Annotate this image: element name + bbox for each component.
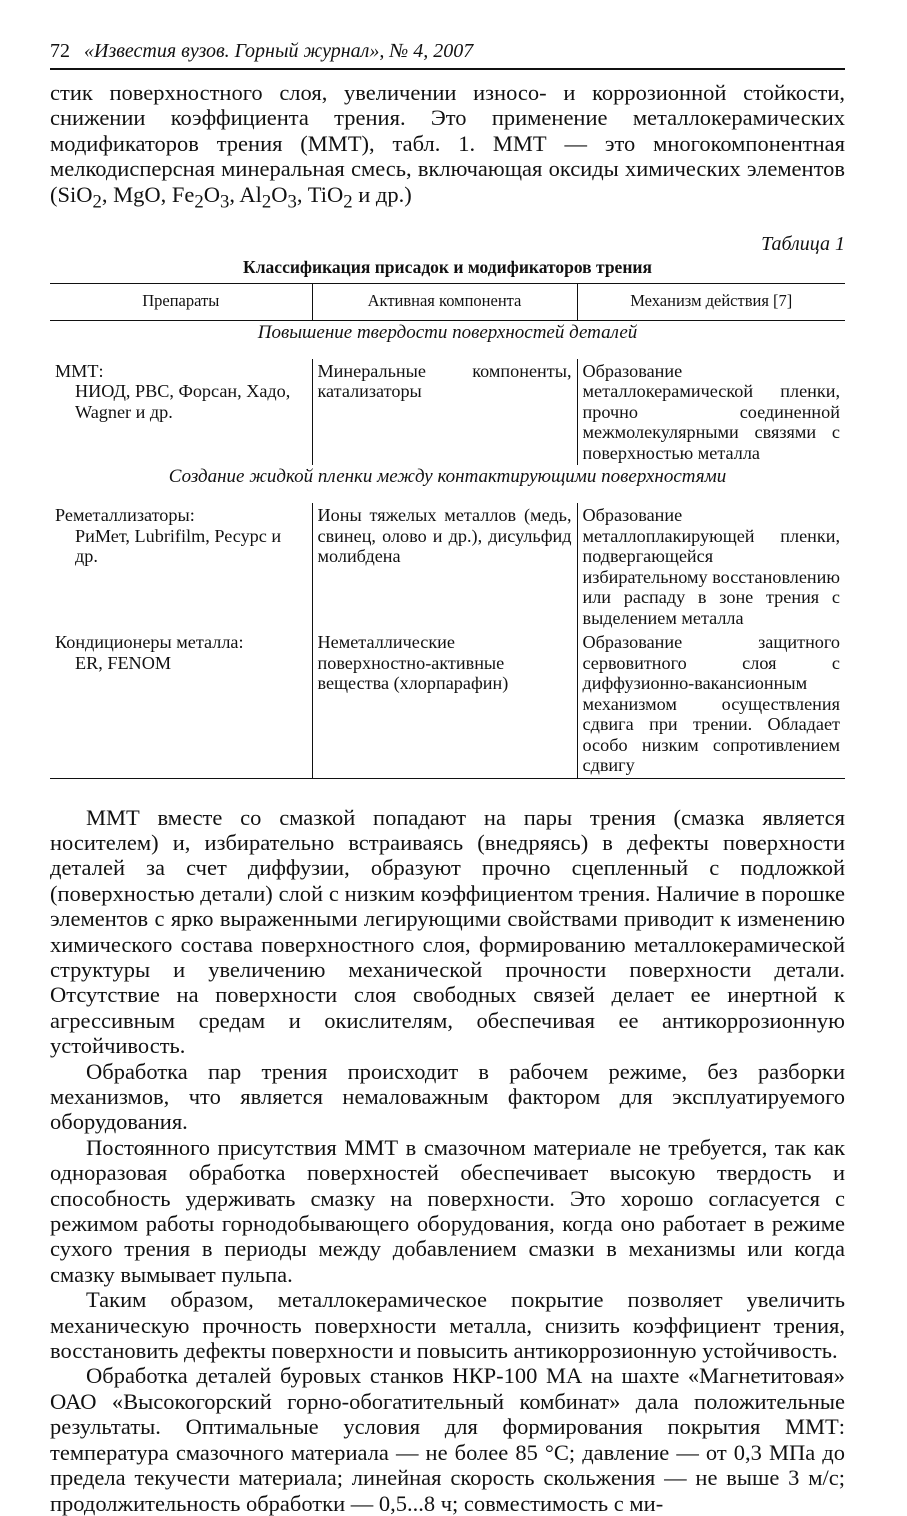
page-number: 72 xyxy=(50,40,70,62)
column-header: Активная компонента xyxy=(312,283,577,320)
body-paragraph: Постоянного присутствия ММТ в смазочном материале не требуется, так как одноразовая обработка поверхностей обеспечивает высокую твердость и способность удерживать смазку на поверхности. Это хорошо согласуется с режимом работы горнодобывающего оборудования, когда оно работает в режиме сухого трения в периоды между добавлением смазки в механизмы или когда смазку вымывает пульпа. xyxy=(50,1134,845,1287)
section-heading: Повышение твердости поверхностей деталей xyxy=(257,321,638,343)
column-header: Препараты xyxy=(50,283,312,320)
preparation-list: НИОД, РВС, Форсан, Хадо, Wagner и др. xyxy=(75,381,291,422)
preparation-group: ММТ: xyxy=(55,360,104,381)
table-title: Классификация присадок и модификаторов трения xyxy=(243,256,652,277)
preparation-cell xyxy=(50,359,312,466)
component-cell: Неметаллические поверхностно-активные вещества (хлорпарафин) xyxy=(312,630,577,778)
table-row xyxy=(50,630,845,778)
component-cell: Ионы тяжелых металлов (медь, свинец, олово и др.), дисульфид молибдена xyxy=(312,503,577,630)
body-paragraph: Таким образом, металлокерамическое покрытие позволяет увеличить механическую прочность поверхности металла, снизить коэффициент трения, восстановить дефекты поверхности и повысить антикоррозионную устойчивость. xyxy=(50,1287,845,1364)
mechanism-cell: Образование защитного сервовитного слоя с диффузионно-вакансионным механизмом осуществления сдвига при трении. Обладает особо низким сопротивлением сдвигу xyxy=(577,630,845,778)
table-label: Таблица 1 xyxy=(761,232,845,255)
table-row xyxy=(50,359,845,466)
journal-title: «Известия вузов. Горный журнал», № 4, 2007 xyxy=(84,40,474,62)
intro-paragraph: стик поверхностного слоя, увеличении износо- и коррозионной стойкости, снижении коэффициента трения. Это применение металлокерамических модификаторов трения (ММТ), табл. 1. ММТ — это многокомпонентная мелкодисперсная минеральная смесь, включающая оксиды химических элементов (SiO$_2$, MgO, $Fe_2O_3$, $Al_2O_3$, TiO$_2$ и др.) xyxy=(50,80,845,213)
body-paragraph: Обработка деталей буровых станков НКР-100 МА на шахте «Магнетитовая» ОАО «Высокогорский горно-обогатительный комбинат» дала положительные результаты. Оптимальные условия для формирования покрытия ММТ: температура смазочного материала — не более 85 °С; давление — от 0,3 МПа до предела текучести материала; линейная скорость скольжения — не выше 3 м/с; продолжительность обработки — 0,5...8 ч; совместимость с ми- xyxy=(50,1363,845,1516)
preparation-list: ER, FENOM xyxy=(75,652,171,673)
body-paragraph: Обработка пар трения происходит в рабочем режиме, без разборки механизмов, что является немаловажным фактором для эксплуатируемого оборудования. xyxy=(50,1058,845,1135)
section-heading-row xyxy=(50,320,845,359)
section-heading: Создание жидкой пленки между контактирующими поверхностями xyxy=(168,466,727,488)
body-paragraph: ММТ вместе со смазкой попадают на пары трения (смазка является носителем) и, избирательно встраиваясь (внедряясь) в дефекты поверхности деталей за счет диффузии, образуют прочно сцепленный с подложкой (поверхностью детали) слой с низким коэффициентом трения. Наличие в порошке элементов с ярко выраженными легирующими свойствами приводит к изменению химического состава поверхностного слоя, формированию металлокерамической структуры и увеличению механической прочности поверхности детали. Отсутствие на поверхности слоя свободных связей делает ее инертной к агрессивным средам и окислителям, обеспечивая ее антикоррозионную устойчивость. xyxy=(50,804,845,1059)
mechanism-cell: Образование металлоплакирующей пленки, подвергающейся избирательному восстановлению или распаду в зоне трения с выделением металла xyxy=(577,503,845,630)
table-header-row xyxy=(50,283,845,320)
preparation-cell xyxy=(50,630,312,778)
preparation-cell xyxy=(50,503,312,630)
classification-table xyxy=(50,283,845,779)
journal-page xyxy=(50,40,845,1516)
preparation-group: Реметаллизаторы: xyxy=(55,505,195,526)
component-cell: Минеральные компоненты, катализаторы xyxy=(312,359,577,466)
running-header xyxy=(50,40,845,70)
section-heading-row xyxy=(50,465,845,503)
column-header: Механизм действия [7] xyxy=(577,283,845,320)
body-text xyxy=(50,805,845,1516)
mechanism-cell: Образование металлокерамической пленки, прочно соединенной межмолекулярными связями с поверхностью металла xyxy=(577,359,845,466)
table-row xyxy=(50,503,845,630)
preparation-list: РиМет, Lubrifilm, Ресурс и др. xyxy=(75,525,282,567)
preparation-group: Кондиционеры металла: xyxy=(55,632,244,653)
